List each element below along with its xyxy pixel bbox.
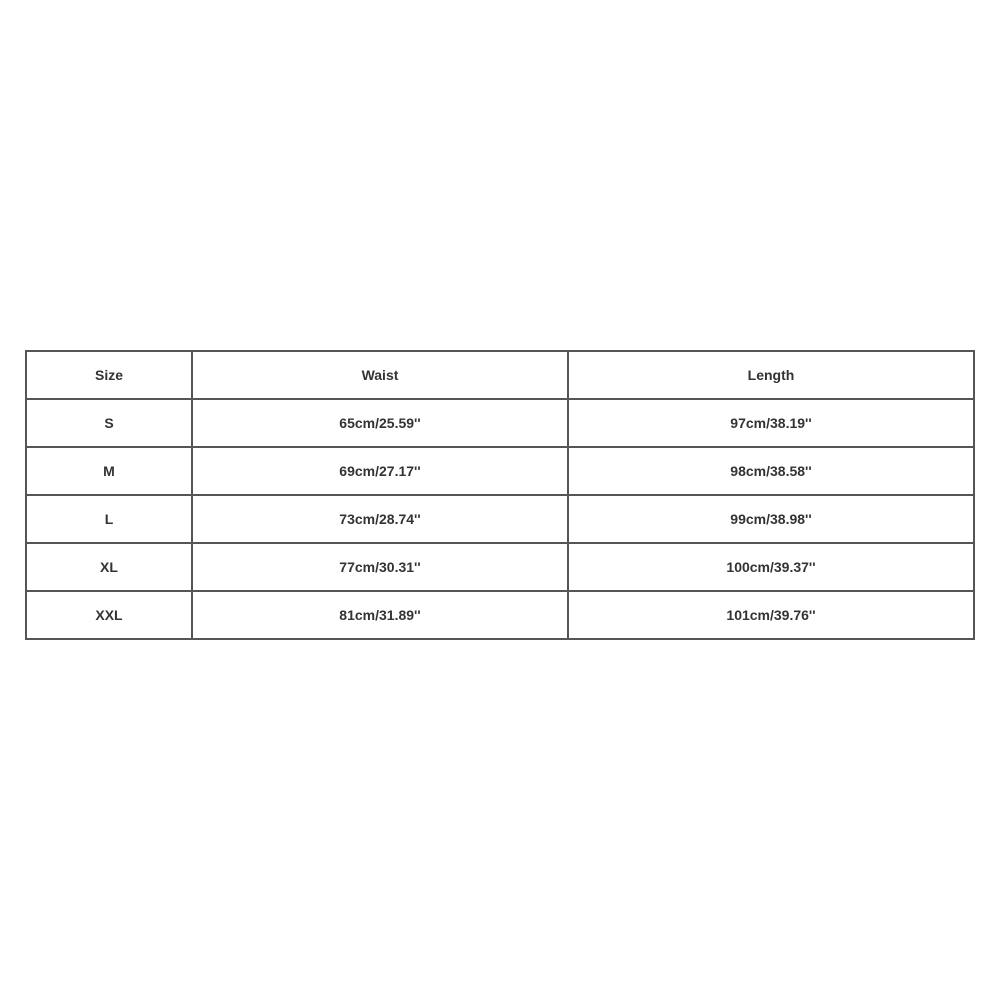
header-size: Size bbox=[26, 351, 192, 399]
length-cell: 101cm/39.76'' bbox=[568, 591, 974, 639]
table-row bbox=[26, 399, 974, 447]
waist-cell: 65cm/25.59'' bbox=[192, 399, 568, 447]
size-cell: L bbox=[26, 495, 192, 543]
size-cell: XXL bbox=[26, 591, 192, 639]
header-length: Length bbox=[568, 351, 974, 399]
table-row bbox=[26, 591, 974, 639]
table-row bbox=[26, 543, 974, 591]
length-cell: 98cm/38.58'' bbox=[568, 447, 974, 495]
waist-cell: 81cm/31.89'' bbox=[192, 591, 568, 639]
length-cell: 100cm/39.37'' bbox=[568, 543, 974, 591]
waist-cell: 69cm/27.17'' bbox=[192, 447, 568, 495]
waist-cell: 77cm/30.31'' bbox=[192, 543, 568, 591]
size-cell: S bbox=[26, 399, 192, 447]
length-cell: 97cm/38.19'' bbox=[568, 399, 974, 447]
size-cell: M bbox=[26, 447, 192, 495]
header-waist: Waist bbox=[192, 351, 568, 399]
table-row bbox=[26, 447, 974, 495]
waist-cell: 73cm/28.74'' bbox=[192, 495, 568, 543]
size-cell: XL bbox=[26, 543, 192, 591]
table-header-row bbox=[26, 351, 974, 399]
size-chart-table bbox=[25, 350, 975, 640]
table-row bbox=[26, 495, 974, 543]
length-cell: 99cm/38.98'' bbox=[568, 495, 974, 543]
